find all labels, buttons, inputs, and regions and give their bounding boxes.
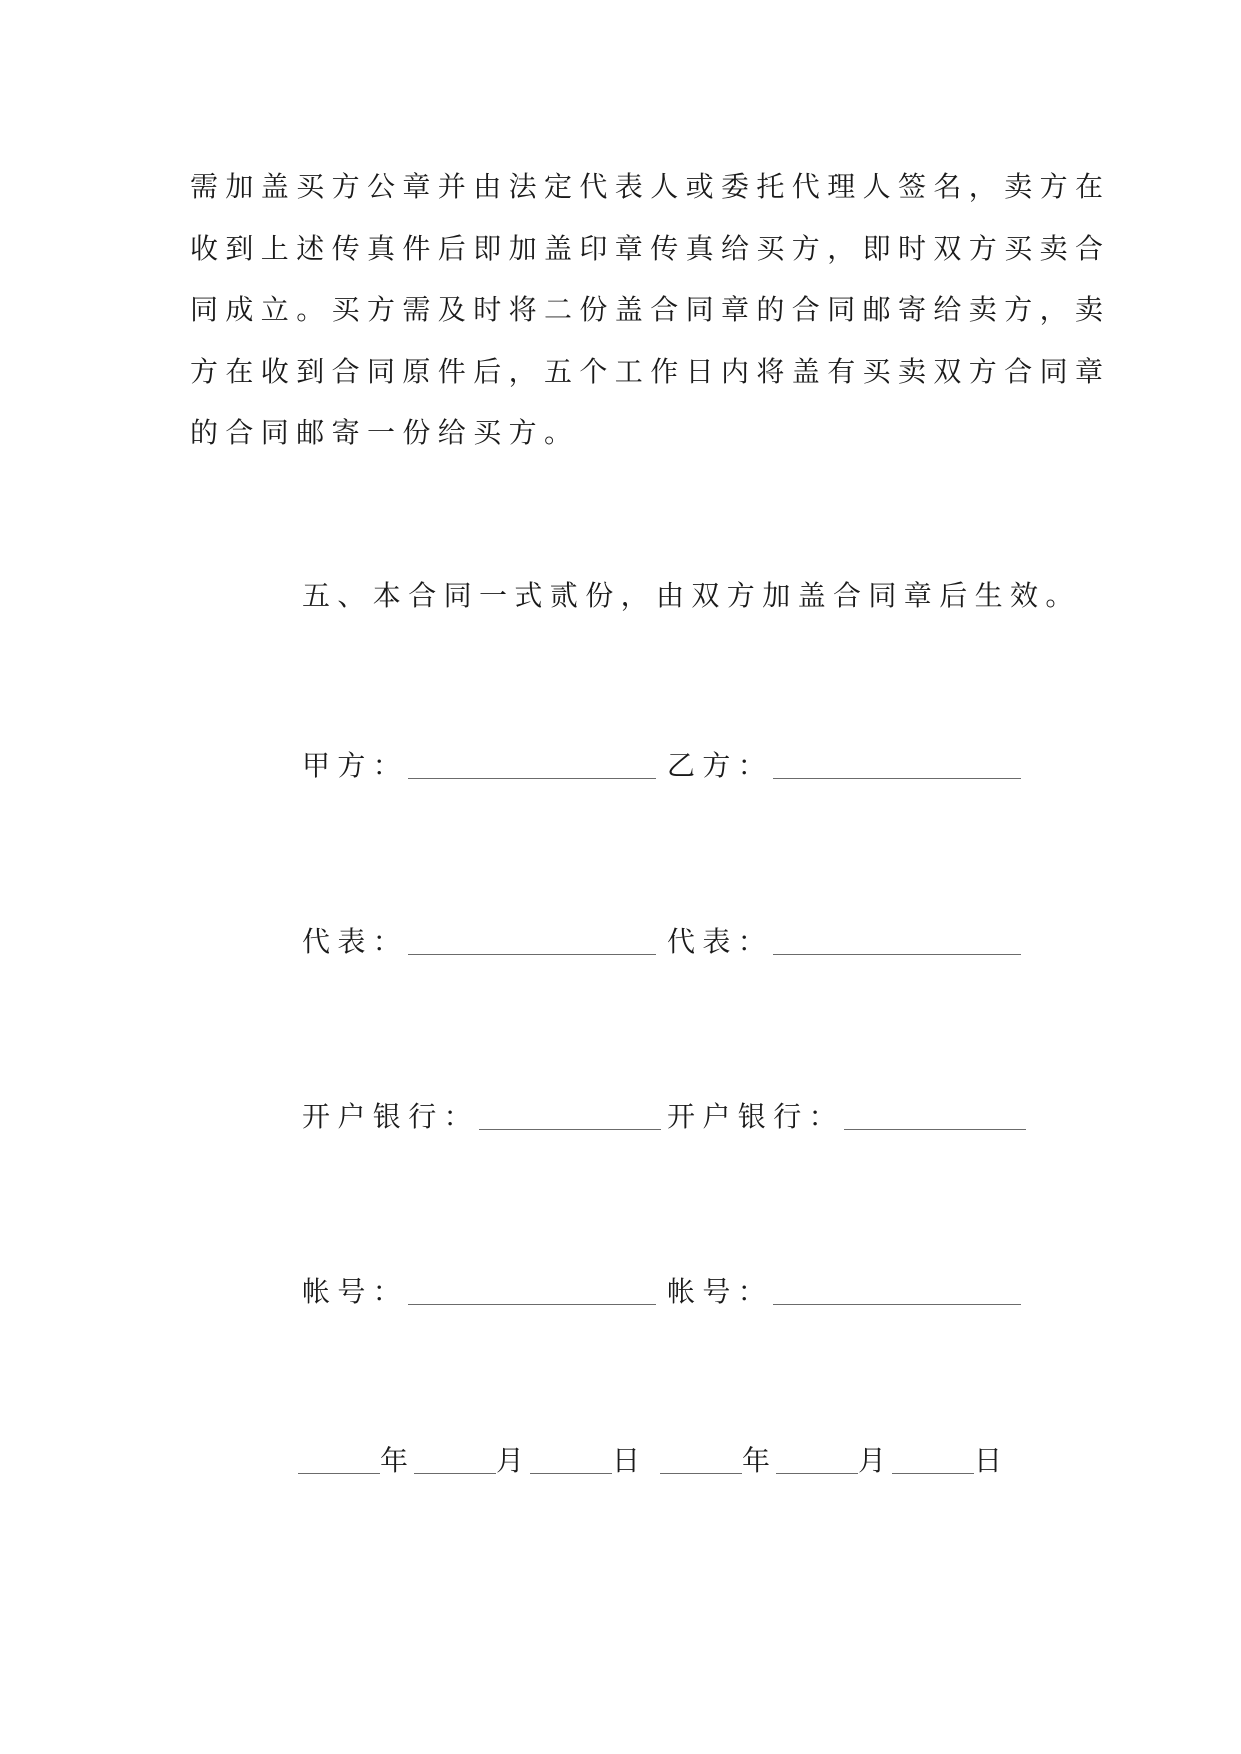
contract-paragraph: [190, 156, 1111, 464]
rep-a-blank[interactable]: [408, 954, 656, 955]
paragraph-line: 的合同邮寄一份给买方。: [190, 416, 580, 449]
account-a-field: [302, 1262, 656, 1322]
date-b-day-blank[interactable]: [892, 1473, 974, 1474]
bank-a-blank[interactable]: [479, 1129, 661, 1130]
date-a-day-label: 日: [612, 1444, 641, 1477]
account-a-label: 帐号：: [302, 1275, 409, 1308]
rep-b-field: [667, 912, 1021, 972]
date-b: [660, 1431, 1008, 1491]
date-a-month-blank[interactable]: [414, 1473, 496, 1474]
date-b-month-label: 月: [858, 1444, 887, 1477]
party-b-label: 乙方：: [667, 749, 774, 782]
rep-a-label: 代表：: [302, 925, 409, 958]
party-a-blank[interactable]: [408, 778, 656, 779]
paragraph-line: 收到上述传真件后即加盖印章传真给买方，即时双方买卖合: [190, 231, 1111, 265]
date-a-month-label: 月: [496, 1444, 525, 1477]
representative-row: [302, 912, 1022, 972]
bank-row: [302, 1087, 1022, 1147]
account-b-blank[interactable]: [773, 1304, 1021, 1305]
account-b-field: [667, 1262, 1021, 1322]
bank-b-label: 开户银行：: [667, 1100, 845, 1133]
date-b-year-label: 年: [742, 1444, 771, 1477]
date-b-year-blank[interactable]: [660, 1473, 742, 1474]
date-a: [298, 1431, 646, 1491]
rep-b-label: 代表：: [667, 925, 774, 958]
bank-a-label: 开户银行：: [302, 1100, 480, 1133]
party-a-field: [302, 736, 656, 796]
party-b-field: [667, 736, 1021, 796]
party-b-blank[interactable]: [773, 778, 1021, 779]
date-a-year-blank[interactable]: [298, 1473, 380, 1474]
date-a-year-label: 年: [380, 1444, 409, 1477]
bank-a-field: [302, 1087, 661, 1147]
party-a-label: 甲方：: [302, 749, 409, 782]
paragraph-line: 同成立。买方需及时将二份盖合同章的合同邮寄给卖方，卖: [190, 293, 1111, 326]
party-row: [302, 736, 1022, 796]
paragraph-line: 方在收到合同原件后，五个工作日内将盖有买卖双方合同章: [190, 354, 1111, 388]
account-a-blank[interactable]: [408, 1304, 656, 1305]
bank-b-blank[interactable]: [844, 1129, 1026, 1130]
rep-a-field: [302, 912, 656, 972]
date-a-day-blank[interactable]: [530, 1473, 612, 1474]
account-b-label: 帐号：: [667, 1275, 774, 1308]
rep-b-blank[interactable]: [773, 954, 1021, 955]
date-row: [298, 1431, 1028, 1491]
paragraph-line: 需加盖买方公章并由法定代表人或委托代理人签名，卖方在: [190, 170, 1111, 203]
bank-b-field: [667, 1087, 1026, 1147]
clause-five: 五、本合同一式贰份，由双方加盖合同章后生效。: [302, 579, 1081, 612]
date-b-month-blank[interactable]: [776, 1473, 858, 1474]
account-row: [302, 1262, 1022, 1322]
date-b-day-label: 日: [974, 1444, 1003, 1477]
